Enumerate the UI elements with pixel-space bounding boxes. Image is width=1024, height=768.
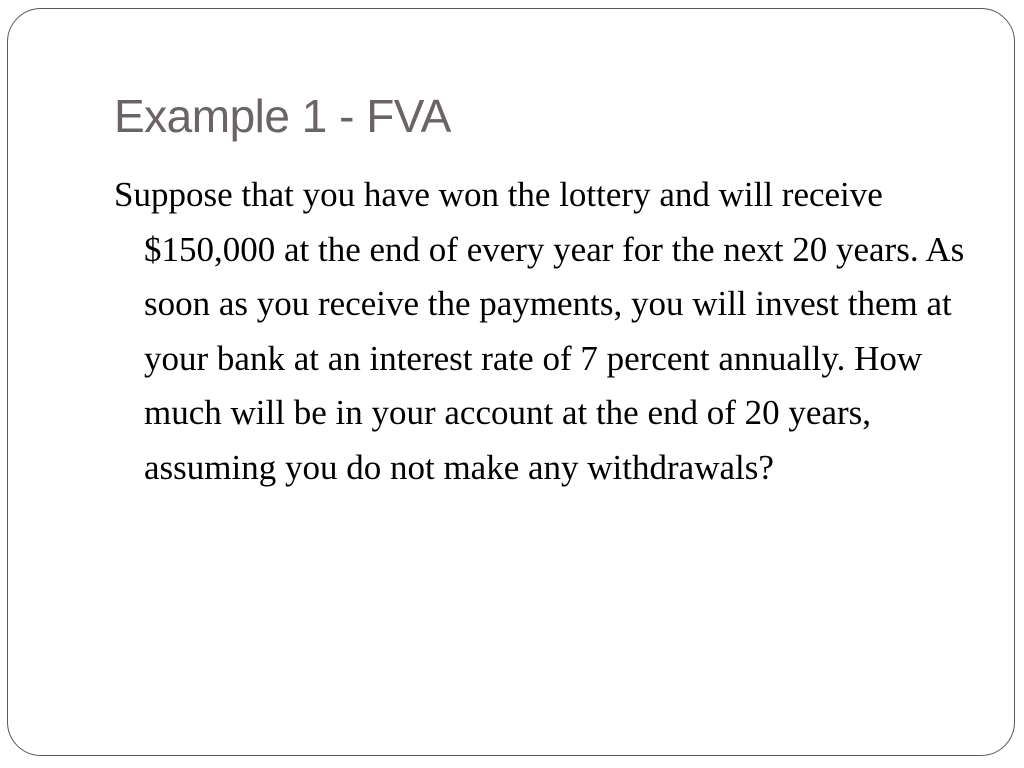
- slide-title: Example 1 - FVA: [114, 90, 451, 142]
- slide-body-text: Suppose that you have won the lottery and will receive $150,000 at the end of every year for the next 20 years. As soon as you receive the payments, you will invest them at your bank at an interest rate of 7 percent annually. How much will be in your account at the end of 20 years, assuming you do not make any withdrawals?: [114, 175, 965, 487]
